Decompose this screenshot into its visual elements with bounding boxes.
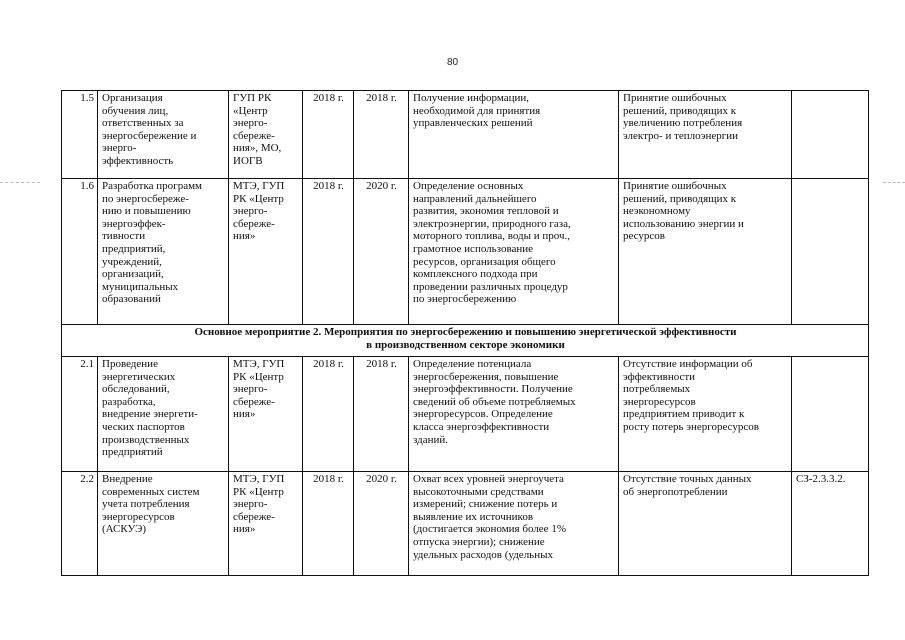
start-year: 2018 г. (303, 91, 354, 179)
table-row (62, 91, 869, 179)
non-implementation-consequence: Отсутствие точных данных об энергопотреблении (619, 472, 792, 576)
expected-result: Определение основных направлений дальнейшего развития, экономия тепловой и электроэнергии, природного газа, моторного топлива, воды и проч., грамотное использование ресурсов, организация общего комплексного подхода при проведении различных процедур по энергосбережению (409, 179, 619, 325)
measures-table (61, 90, 869, 576)
start-year: 2018 г. (303, 472, 354, 576)
executor: МТЭ, ГУП РК «Центр энерго- сбереже- ния» (229, 357, 303, 472)
row-number: 1.5 (62, 91, 98, 179)
indicator-link: СЗ-2.3.3.2. (792, 472, 869, 576)
end-year: 2020 г. (354, 472, 409, 576)
expected-result: Получение информации, необходимой для принятия управленческих решений (409, 91, 619, 179)
table-row (62, 357, 869, 472)
table-row (62, 179, 869, 325)
measure-name: Организация обучения лиц, ответственных за энергосбережение и энерго- эффективность (98, 91, 229, 179)
measure-name: Проведение энергетических обследований, разработка, внедрение энергети- ческих паспортов производственных предприятий (98, 357, 229, 472)
indicator-link (792, 357, 869, 472)
non-implementation-consequence: Принятие ошибочных решений, приводящих к неэкономному использованию энергии и ресурсов (619, 179, 792, 325)
measure-name: Внедрение современных систем учета потребления энергоресурсов (АСКУЭ) (98, 472, 229, 576)
non-implementation-consequence: Отсутствие информации об эффективности потребляемых энергоресурсов предприятием приводит к росту потерь энергоресурсов (619, 357, 792, 472)
row-number: 2.1 (62, 357, 98, 472)
row-number: 2.2 (62, 472, 98, 576)
section-title: Основное мероприятие 2. Мероприятия по энергосбережению и повышению энергетической эффективности в производственном секторе экономики (62, 325, 869, 357)
start-year: 2018 г. (303, 357, 354, 472)
expected-result: Охват всех уровней энергоучета высокоточными средствами измерений; снижение потерь и выявление их источников (достигается экономия более 1% отпуска энергии); снижение удельных расходов (удельных (409, 472, 619, 576)
expected-result: Определение потенциала энергосбережения, повышение энергоэффективности. Получение сведений об объеме потребляемых энергоресурсов. Определение класса энергоэффективности зданий. (409, 357, 619, 472)
measure-name: Разработка программ по энергосбереже- нию и повышению энергоэффек- тивности предприятий, учреждений, организаций, муниципальных образований (98, 179, 229, 325)
executor: МТЭ, ГУП РК «Центр энерго- сбереже- ния» (229, 472, 303, 576)
indicator-link (792, 91, 869, 179)
scan-margin-mark-right (883, 182, 905, 183)
end-year: 2020 г. (354, 179, 409, 325)
executor: МТЭ, ГУП РК «Центр энерго- сбереже- ния» (229, 179, 303, 325)
row-number: 1.6 (62, 179, 98, 325)
start-year: 2018 г. (303, 179, 354, 325)
page-number: 80 (446, 57, 459, 68)
section-header-row (62, 325, 869, 357)
end-year: 2018 г. (354, 91, 409, 179)
non-implementation-consequence: Принятие ошибочных решений, приводящих к увеличению потребления электро- и теплоэнергии (619, 91, 792, 179)
end-year: 2018 г. (354, 357, 409, 472)
executor: ГУП РК «Центр энерго- сбереже- ния», МО, ИОГВ (229, 91, 303, 179)
scan-margin-mark-left (0, 182, 40, 183)
indicator-link (792, 179, 869, 325)
table-row (62, 472, 869, 576)
